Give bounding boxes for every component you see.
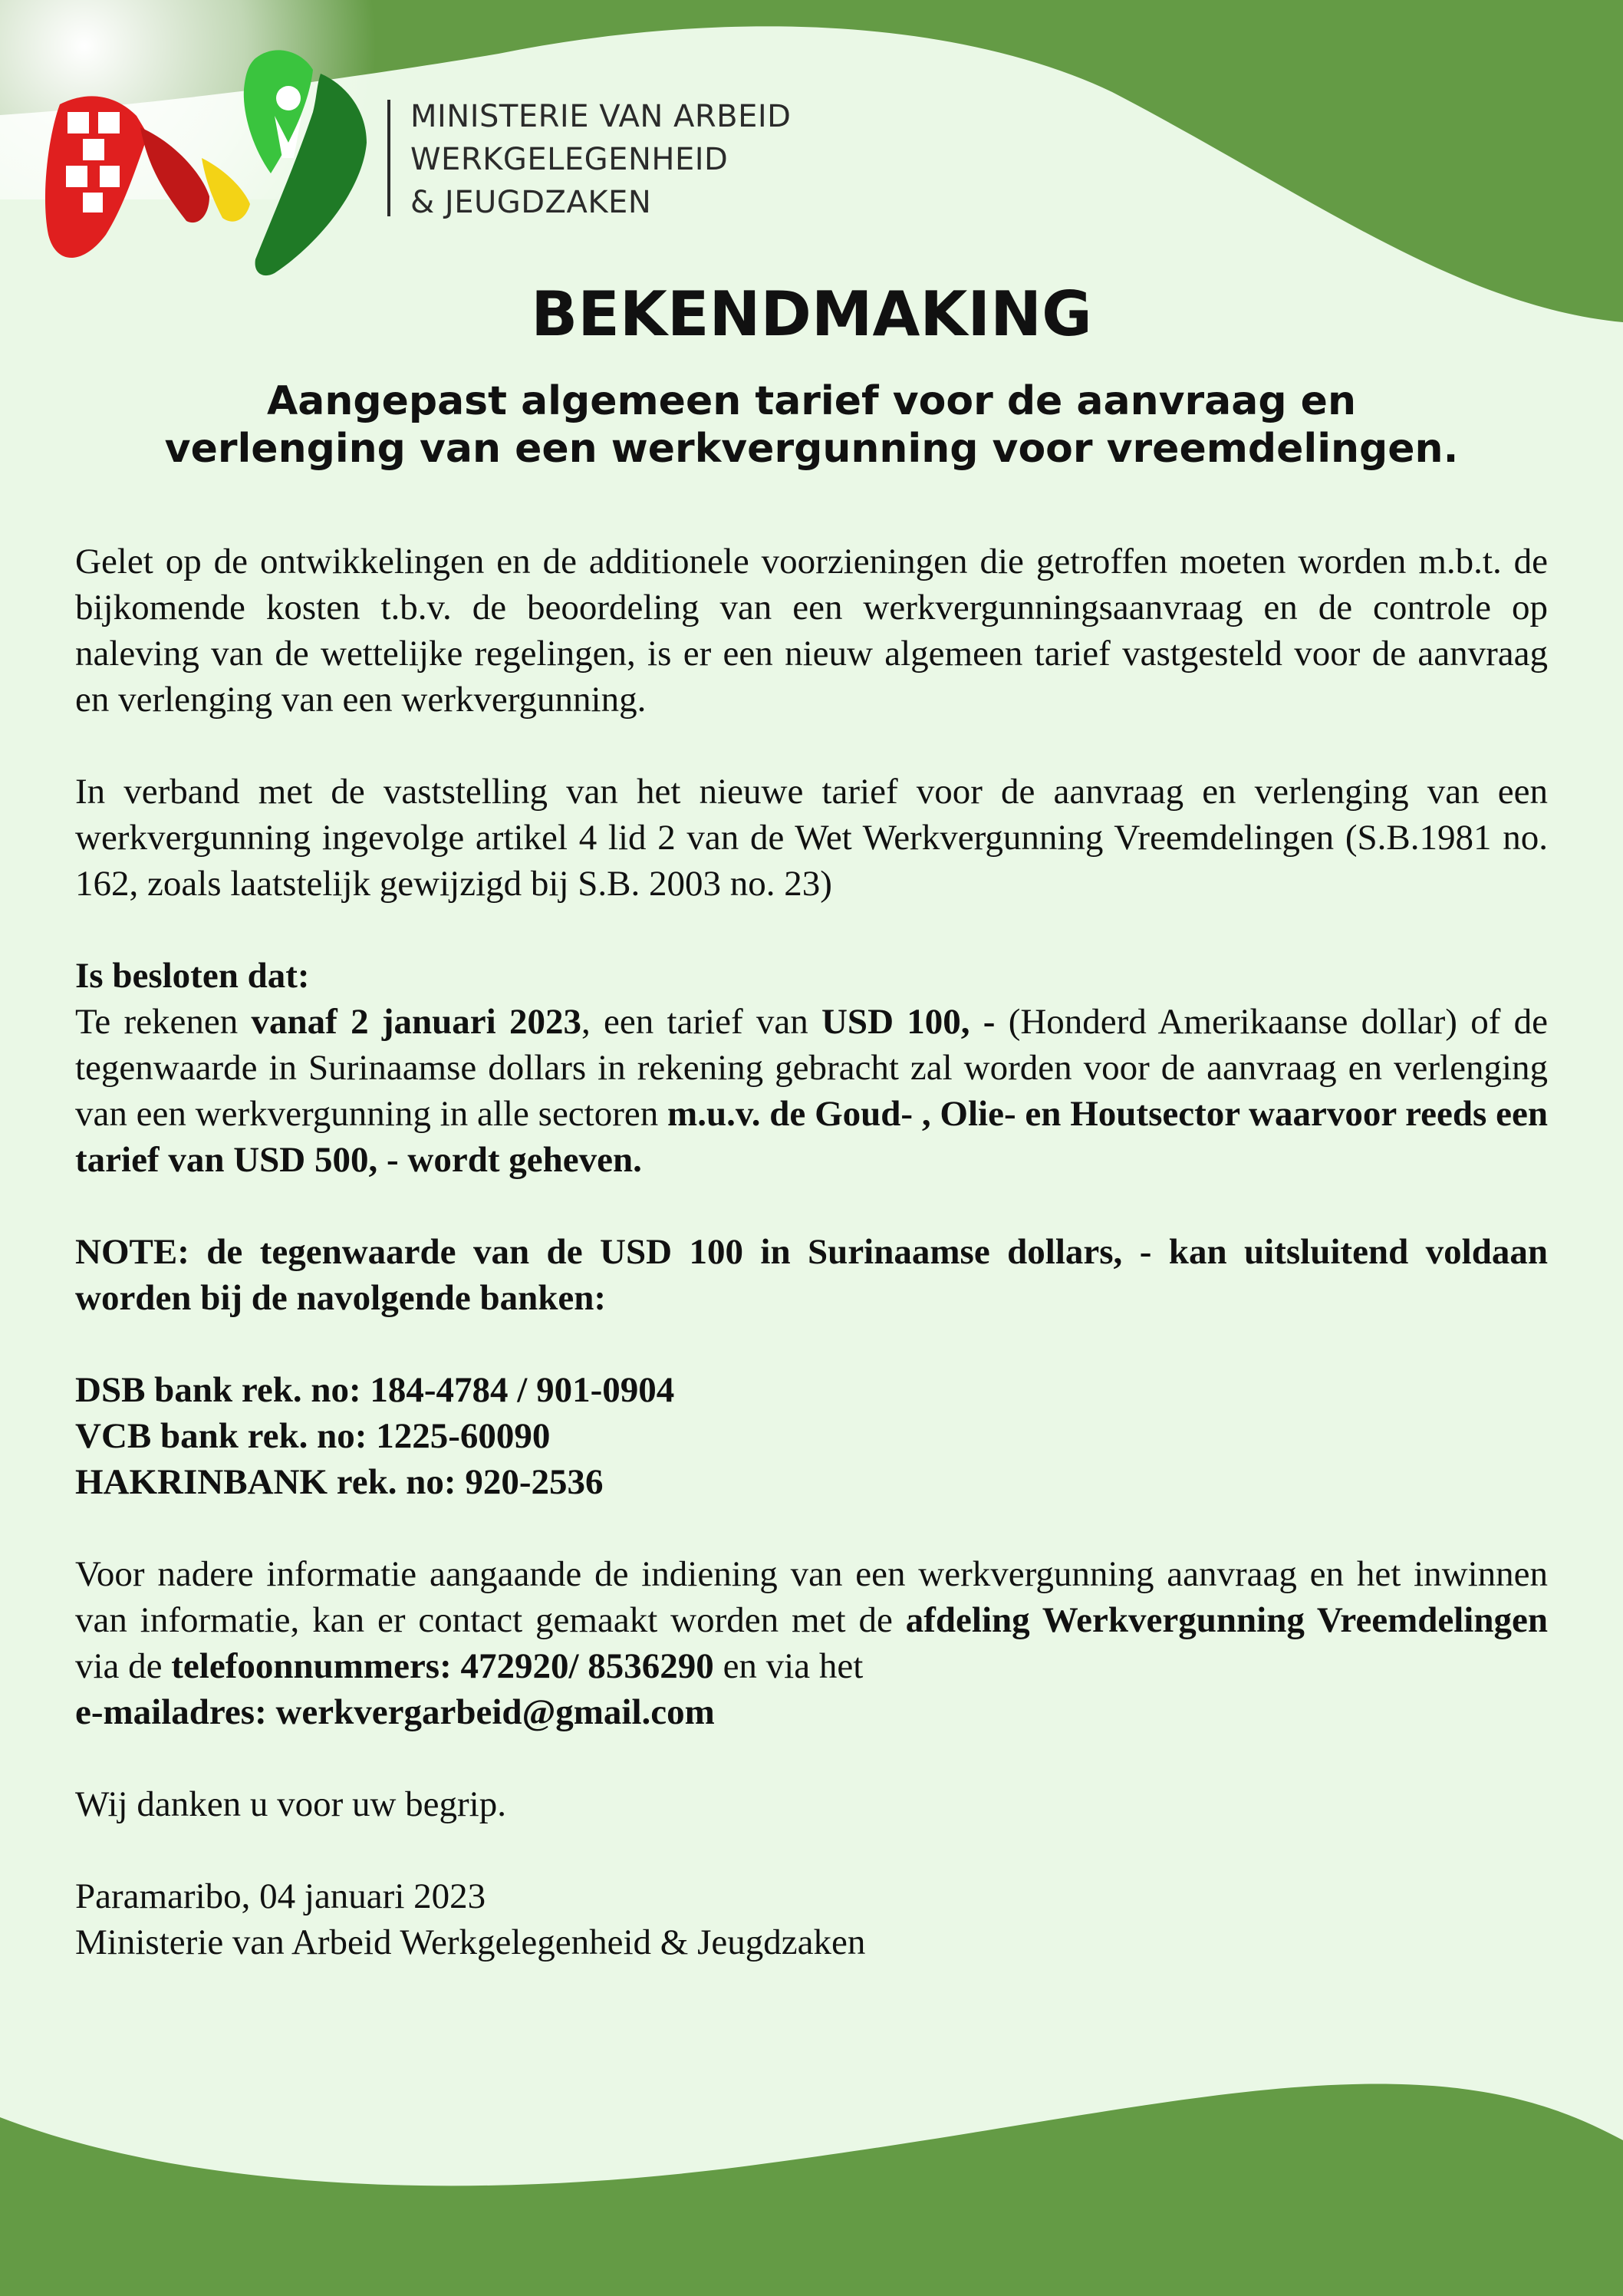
bank-vcb: VCB bank rek. no: 1225-60090 [75, 1416, 551, 1456]
contact-paragraph [75, 1551, 1548, 1689]
page-title: BEKENDMAKING [531, 278, 1092, 350]
decision-effective-date: vanaf 2 januari 2023 [251, 1002, 581, 1042]
page-subtitle [0, 377, 1623, 473]
legal-basis-paragraph: In verband met de vaststelling van het nieuwe tarief voor de aanvraag en verlenging van een werkvergunning ingevolge artikel 4 lid 2 van de Wet Werkvergunning Vreemdelingen (S.B.1981 no. 162, zoals laatstelijk gewijzigd bij S.B. 2003 no. 23) [75, 772, 1548, 904]
decision-tariff: USD 100, - [821, 1002, 996, 1042]
ministry-name-line3: & JEUGDZAKEN [410, 185, 652, 220]
subtitle-line1: Aangepast algemeen tarief voor de aanvraag en [267, 378, 1356, 424]
announcement-body [75, 539, 1548, 1965]
ministry-logo-icon [44, 43, 382, 281]
decision-text-1: Te rekenen [75, 1002, 252, 1042]
bank-hakrin: HAKRINBANK rek. no: 920-2536 [75, 1462, 604, 1502]
ministry-name-line1: MINISTERIE VAN ARBEID [410, 99, 792, 134]
contact-text-3: en via het [713, 1646, 864, 1686]
place-date: Paramaribo, 04 januari 2023 [75, 1876, 486, 1916]
ministry-name [410, 95, 791, 224]
contact-email[interactable]: e-mailadres: werkvergarbeid@gmail.com [75, 1692, 715, 1732]
contact-department: afdeling Werkvergunning Vreemdelingen [905, 1600, 1549, 1640]
decision-text-2: , een tarief van [581, 1002, 821, 1042]
logo-divider [387, 100, 390, 216]
decision-text-3: (Honderd Amerikaanse dollar) of de tegenwaarde in Surinaamse dollars in rekening gebracht zal worden voor de aanvraag en verlenging van een werkvergunning in alle sectoren [75, 1002, 1548, 1134]
note-paragraph: NOTE: de tegenwaarde van de USD 100 in Surinaamse dollars, - kan uitsluitend voldaan worden bij de navolgende banken: [75, 1232, 1548, 1318]
ministry-name-line2: WERKGELEGENHEID [410, 142, 729, 177]
decision-paragraph [75, 999, 1548, 1183]
contact-phone-numbers: telefoonnummers: 472920/ 8536290 [171, 1646, 714, 1686]
intro-paragraph: Gelet op de ontwikkelingen en de additionele voorzieningen die getroffen moeten worden m.b.t. de bijkomende kosten t.b.v. de beoordeling van een werkvergunningsaanvraag en de controle op naleving van de wettelijke regelingen, is er een nieuw algemeen tarief vastgesteld voor de aanvraag en verlenging van een werkvergunning. [75, 542, 1548, 720]
subtitle-line2: verlenging van een werkvergunning voor vreemdelingen. [164, 426, 1459, 472]
ministry-logo [44, 43, 382, 281]
contact-text-2: via de [75, 1646, 172, 1686]
contact-text-1: Voor nadere informatie aangaande de indiening van een werkvergunning aanvraag en het inwinnen van informatie, kan er contact gemaakt worden met de [75, 1554, 1548, 1640]
bank-dsb: DSB bank rek. no: 184-4784 / 901-0904 [75, 1370, 675, 1410]
bottom-wave [0, 2084, 1623, 2296]
decision-exception: m.u.v. de Goud- , Olie- en Houtsector waarvoor reeds een tarief van USD 500, - wordt geheven. [75, 1094, 1548, 1180]
thanks-line: Wij danken u voor uw begrip. [75, 1784, 506, 1824]
decision-heading: Is besloten dat: [75, 956, 310, 996]
signature-line: Ministerie van Arbeid Werkgelegenheid & Jeugdzaken [75, 1922, 866, 1962]
